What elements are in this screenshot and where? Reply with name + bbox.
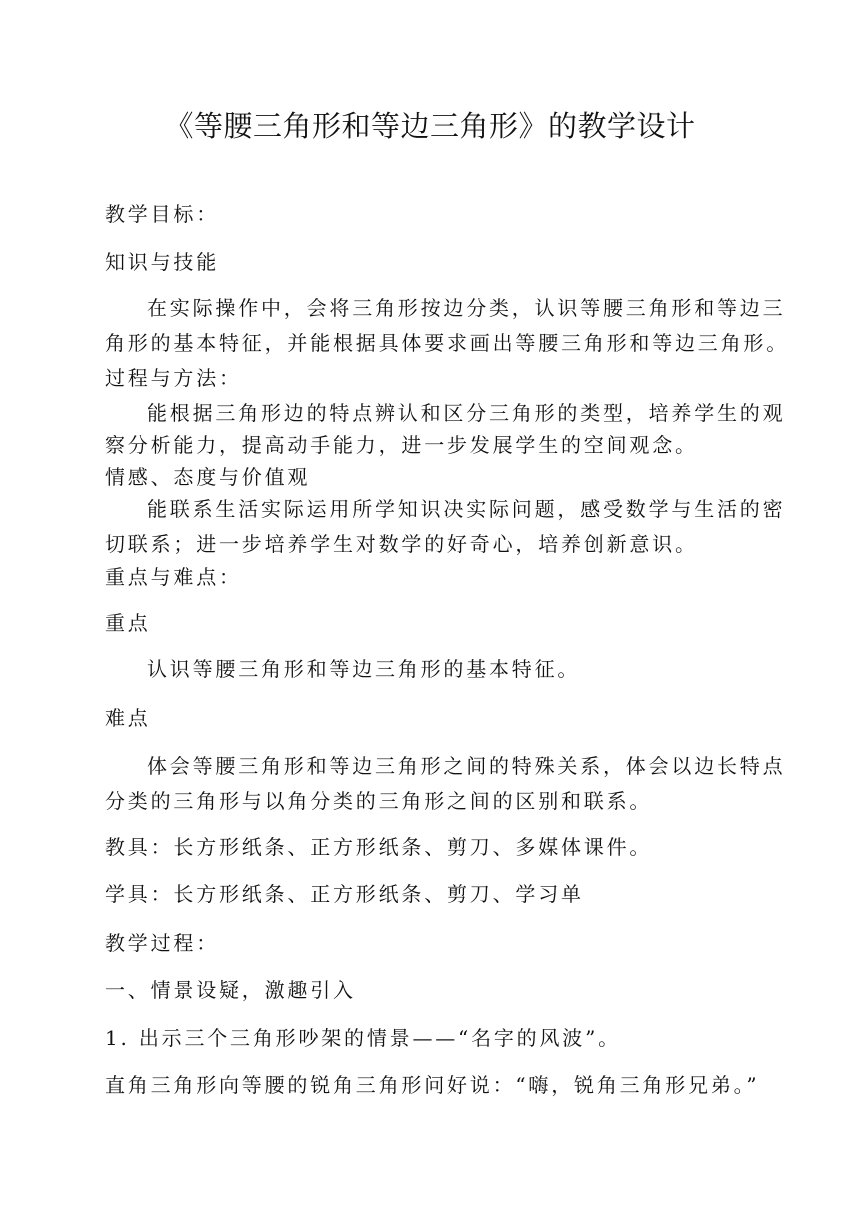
subheading-key-point: 重点 bbox=[105, 611, 151, 635]
learning-tools-line: 学具：长方形纸条、正方形纸条、剪刀、学习单 bbox=[105, 882, 584, 906]
paragraph-line: 认识等腰三角形和等边三角形的基本特征。 bbox=[147, 657, 581, 681]
subheading-emotion-attitude-values: 情感、态度与价值观 bbox=[105, 465, 311, 489]
paragraph-line: 在实际操作中，会将三角形按边分类，认识等腰三角形和等边三 bbox=[147, 296, 786, 320]
paragraph-line: 察分析能力，提高动手能力，进一步发展学生的空间观念。 bbox=[105, 433, 698, 457]
paragraph-line: 角形的基本特征，并能根据具体要求画出等腰三角形和等边三角形。 bbox=[105, 331, 789, 355]
paragraph-line: 切联系；进一步培养学生对数学的好奇心，培养创新意识。 bbox=[105, 532, 698, 556]
paragraph-line: 分类的三角形与以角分类的三角形之间的区别和联系。 bbox=[105, 789, 653, 813]
subheading-difficult-point: 难点 bbox=[105, 706, 151, 730]
teaching-tools-line: 教具：长方形纸条、正方形纸条、剪刀、多媒体课件。 bbox=[105, 835, 653, 859]
paragraph-line: 能根据三角形边的特点辨认和区分三角形的类型，培养学生的观 bbox=[147, 401, 786, 425]
document-title: 《等腰三角形和等边三角形》的教学设计 bbox=[164, 109, 696, 143]
section-heading-teaching-process: 教学过程： bbox=[105, 931, 219, 955]
paragraph-line: 直角三角形向等腰的锐角三角形问好说：“嗨，锐角三角形兄弟。” bbox=[105, 1073, 760, 1097]
section-heading-key-difficult-points: 重点与难点： bbox=[105, 565, 242, 589]
paragraph-line: 体会等腰三角形和等边三角形之间的特殊关系，体会以边长特点 bbox=[147, 754, 786, 778]
paragraph-line: 1. 出示三个三角形吵架的情景——“名字的风波”。 bbox=[105, 1026, 621, 1050]
subheading-process-method: 过程与方法： bbox=[105, 366, 242, 390]
paragraph-line: 能联系生活实际运用所学知识决实际问题，感受数学与生活的密 bbox=[147, 497, 786, 521]
subheading-section-one: 一、情景设疑，激趣引入 bbox=[105, 978, 356, 1002]
subheading-knowledge-skills: 知识与技能 bbox=[105, 250, 219, 274]
section-heading-teaching-goals: 教学目标： bbox=[105, 202, 219, 226]
